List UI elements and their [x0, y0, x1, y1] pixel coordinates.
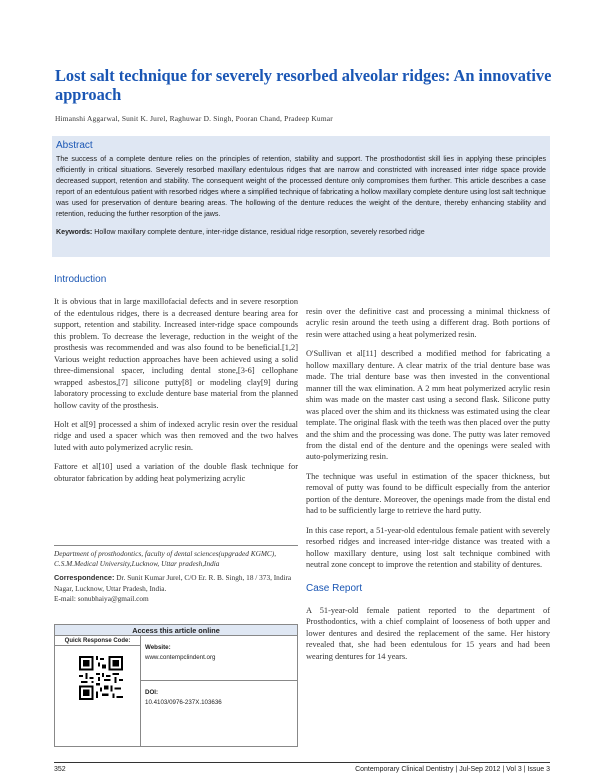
introduction-heading: Introduction [54, 274, 107, 285]
intro-paragraph: Holt et al[9] processed a shim of indexed acrylic resin over the residual ridge and used a spacer which was then removed and the two halves luted with auto polymerized acrylic resin. [54, 419, 298, 452]
article-title: Lost salt technique for severely resorbed alveolar ridges: An innovative approach [55, 66, 552, 104]
body-paragraph: In this case report, a 51-year-old edentulous female patient with severely resorbed ridges and increased inter-ridge distance was treated with a hollow maxillary denture, using lost salt technique combined with neutral zone concept to improve the retention and stability of dentures. [306, 525, 550, 570]
author-list: Himanshi Aggarwal, Sunit K. Jurel, Raghuwar D. Singh, Pooran Chand, Pradeep Kumar [55, 114, 333, 123]
qr-label: Quick Response Code: [55, 636, 140, 646]
qr-code-icon [79, 656, 123, 700]
website-link[interactable]: www.contempclindent.org [145, 654, 216, 661]
abstract-heading: Abstract [56, 140, 93, 151]
intro-paragraph: Fattore et al[10] used a variation of the double flask technique for obturator fabrication by adding heat polymerizing acrylic [54, 462, 298, 483]
abstract-text: The success of a complete denture relies on the principles of retention, stability and support. The prosthodontist skill lies in applying these principles efficiently in critical situations. Severely resorbed maxillary edentulous ridges that are narrow and constricted with increased inter ridge space provide decreased support, retention and stability. The consequent weight of the processed denture only compromises them further. This article describes a case report of an edentulous patient with resorbed ridges where a simplified technique of fabricating a hollow maxillary complete denture using lost salt technique was used for preservation of denture bearing areas. The hollowing of the denture reduces the weight of the denture, thereby enhancing stability and retention, reducing the further resorption of the jaws. [56, 155, 546, 218]
correspondence [54, 573, 298, 593]
doi-value[interactable]: 10.4103/0976-237X.103636 [145, 699, 222, 706]
keywords-label: Keywords: [56, 228, 93, 237]
affiliation-block [54, 545, 298, 604]
department: Department of prosthodontics, faculty of dental sciences(upgraded KGMC), C.S.M.Medical University,Lucknow, Uttar pradesh,India [54, 549, 277, 569]
email[interactable]: E-mail: sonubhaiya@gmail.com [54, 593, 149, 603]
body-paragraph: O'Sullivan et al[11] described a modified method for fabricating a hollow maxillary denture. A clear matrix of the trial denture base was made. The trial denture base was then invested in the conventional manner till the wax elimination. A 2 mm heat polymerized acrylic resin shim was made on the master cast using a second flask. Silicone putty was placed over the shim and its thickness was estimated using the clear template. The original flask with the teeth was then placed over the putty and the shim and the processing was done. The putty was later removed from the distal end of the denture and the openings were sealed with auto-polymerizing resin. [306, 349, 550, 462]
journal-citation: Contemporary Clinical Dentistry | Jul-Sep 2012 | Vol 3 | Issue 3 [355, 766, 550, 773]
page-footer [54, 762, 550, 774]
body-paragraph: resin over the definitive cast and processing a minimal thickness of acrylic resin around the teeth using a different drag. Both portions of resin were attached using a heat polymerized resin. [306, 307, 550, 339]
access-info-column [141, 636, 297, 746]
website-cell [141, 636, 297, 681]
correspondence-address: Dr. Sunit Kumar Jurel, C/O Er. R. B. Singh, 18 / 373, Indira Nagar, Lucknow, Uttar Pradesh, India. [54, 573, 292, 593]
abstract-box [52, 136, 550, 257]
intro-paragraph: It is obvious that in large maxillofacial defects and in severe resorption of the edentulous ridges, there is a decreased denture bearing area for support, retention and stability. Increased inter-ridge space compounds this problem. To decrease the leverage, reduction in the weight of the prosthesis was recommended and was also found to be beneficial.[1,2] Various weight reduction approaches have been achieved using a solid three-dimensional spacer, including dental stone,[3-6] cellophane wrapped asbestos,[7] silicone putty[8] or modeling clay[9] during laboratory processing to exclude denture base material from the planned hollow cavity of the prosthesis. [54, 297, 298, 410]
body-paragraph: A 51-year-old female patient reported to the department of Prosthodontics, with a chief complaint of looseness of both upper and lower dentures and desired the replacement of the same. Her history revealed that, she had been edentulous for 15 years and had been wearing dentures for 14 years. [306, 605, 550, 661]
case-report-heading: Case Report [306, 582, 363, 594]
page-number: 352 [54, 766, 66, 773]
body-paragraph: The technique was useful in estimation of the spacer thickness, but removal of putty was found to be difficult especially from the anterior portion of the denture. Moreover, the openings made from the distal end had to be sufficiently large to retrieve the hard putty. [306, 471, 550, 516]
right-column [306, 306, 550, 670]
keywords-text: Hollow maxillary complete denture, inter-ridge distance, residual ridge resorption, severely resorbed ridge [94, 228, 425, 237]
website-label: Website: [145, 644, 171, 651]
correspondence-label: Correspondence: [54, 573, 115, 583]
access-box [54, 624, 298, 747]
doi-label: DOI: [145, 689, 159, 696]
doi-cell [141, 681, 297, 726]
qr-column [55, 636, 141, 746]
access-heading: Access this article online [55, 625, 297, 636]
keywords [56, 228, 546, 236]
left-column [54, 274, 298, 492]
